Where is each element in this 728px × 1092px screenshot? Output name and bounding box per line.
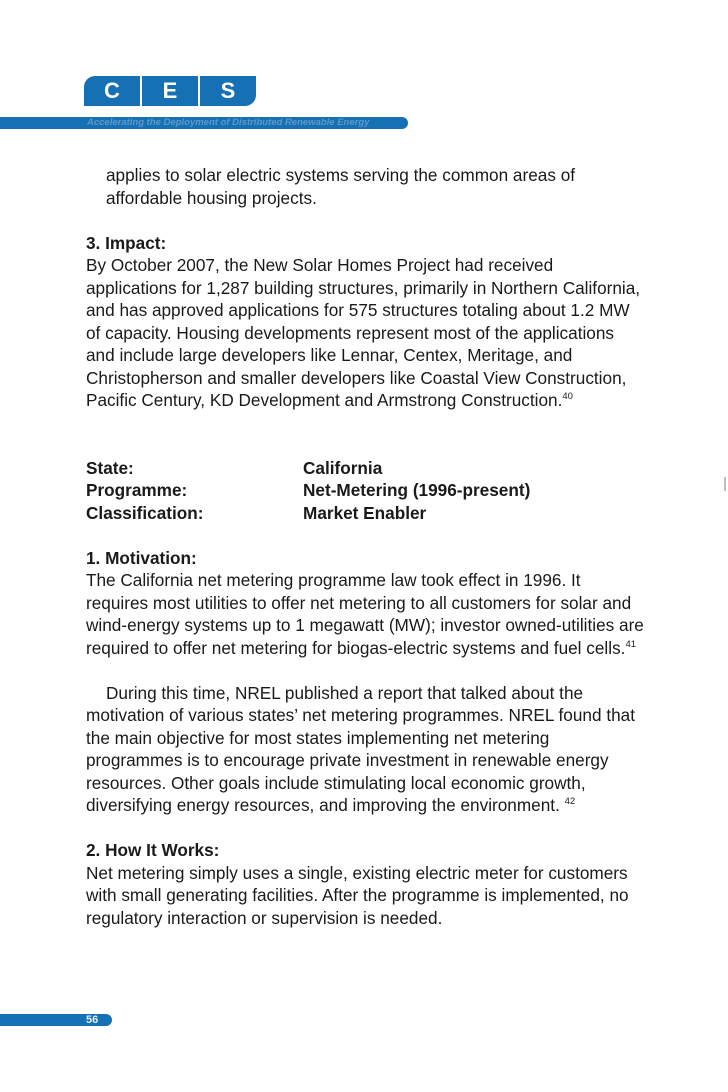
tagline: Accelerating the Deployment of Distributed Renewable Energy [87,117,370,128]
page-content [86,164,646,929]
impact-text: By October 2007, the New Solar Homes Project had received applications for 1,287 building structures, primarily in Northern California, and has approved applications for 575 structures totaling about 1.2 MW of capacity. Housing developments represent most of the applications and include large developers like Lennar, Centex, Meritage, and Christopherson and smaller developers like Coastal View Construction, Pacific Century, KD Development and Armstrong Construction. [86,255,641,410]
logo-letter-s: S [220,78,236,103]
program-info [86,457,646,525]
how-it-works-paragraph: Net metering simply uses a single, existing electric meter for customers with small generating facilities. After the programme is implemented, no regulatory interaction or supervision is needed. [86,862,629,928]
programme-label: Programme: [86,480,188,500]
ces-logo [84,76,256,106]
classification-value: Market Enabler [303,502,427,523]
programme-value: Net-Metering (1996-present) [303,480,531,500]
footnote-ref-42: 42 [564,796,576,807]
intro-line-2: affordable housing projects. [106,187,317,208]
how-it-works-heading: 2. How It Works: [86,840,220,860]
footnote-ref-41: 41 [625,638,637,650]
page-number: 56 [86,1014,99,1026]
classification-label: Classification: [86,502,204,523]
motivation-text-2: During this time, NREL published a report that talked about the motivation of various states’ net metering programmes. NREL found that the main objective for most states implementing net metering programmes is to encourage private investment in renewable energy resources. Other goals include stimulating local economic growth, diversifying energy resources, and improving the environment. [86,682,635,815]
info-row-classification [86,502,646,525]
intro-line-1: applies to solar electric systems serving the common areas of [106,165,576,185]
footnote-ref-40: 40 [562,391,573,402]
impact-heading: 3. Impact: [86,232,167,253]
info-row-programme [86,479,646,502]
logo-letter-c: C [104,78,120,103]
logo-letter-e: E [162,78,178,103]
info-row-state [86,457,646,480]
state-value: California [303,457,383,478]
motivation-paragraph-2 [86,682,646,817]
impact-paragraph [86,254,646,412]
motivation-heading: 1. Motivation: [86,547,197,568]
state-label: State: [86,457,134,478]
page-edge-mark [724,477,726,491]
motivation-paragraph [86,569,646,659]
motivation-text: The California net metering programme law took effect in 1996. It requires most utilities to offer net metering to all customers for solar and wind-energy systems up to 1 megawatt (MW); investor owned-utilities are required to offer net metering for biogas-electric systems and fuel cells. [86,570,644,658]
